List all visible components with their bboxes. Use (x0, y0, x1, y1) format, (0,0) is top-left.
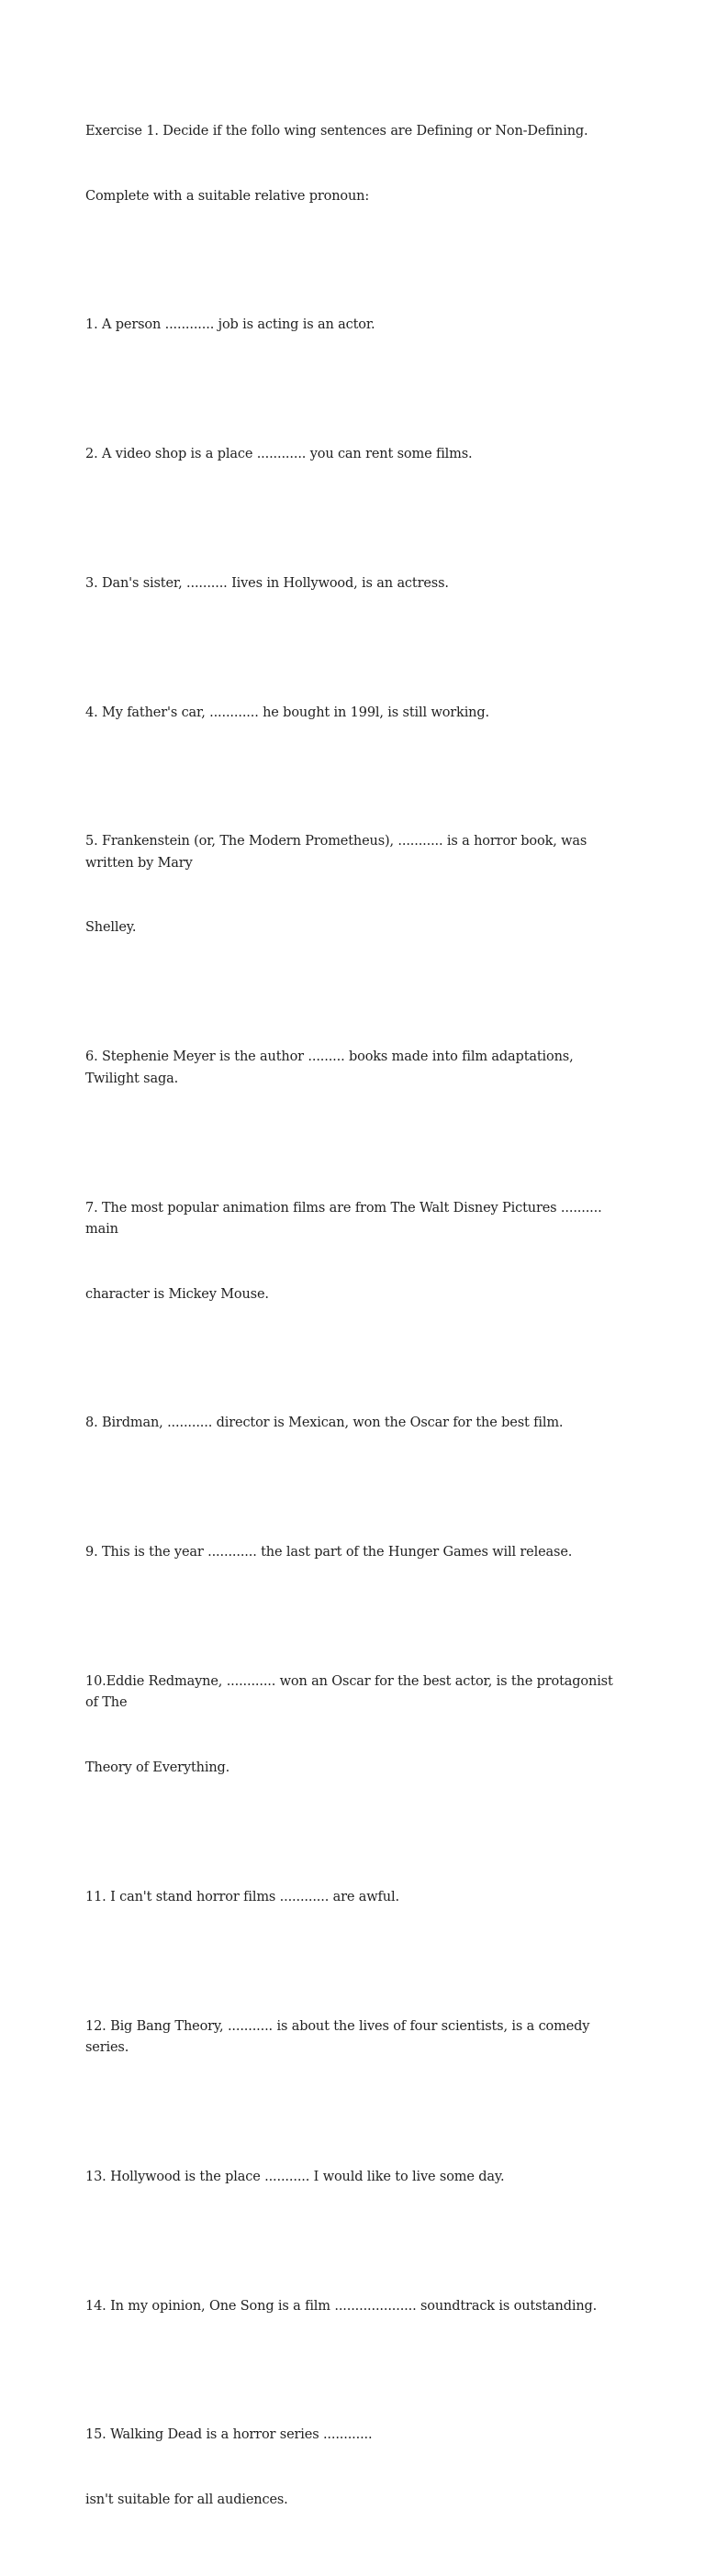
exercise-content (85, 78, 627, 2576)
item-text: 2. A video shop is a place ............ you can rent some films. (85, 447, 473, 462)
item-text: 10.Eddie Redmayne, ............ won an Oscar for the best actor, is the protagonist of The (85, 1673, 618, 1711)
exercise-title: Exercise 1. Decide if the follo wing sentences are Defining or Non-Defining. (85, 124, 588, 139)
exercise-subtitle: Complete with a suitable relative pronoun: (85, 188, 370, 204)
exercise-item-5 (85, 788, 627, 983)
item-text: 15. Walking Dead is a horror series ............ (85, 2427, 373, 2443)
exercise-item-8 (85, 1370, 627, 1478)
item-text-continued: Shelley. (85, 920, 137, 936)
item-text: 8. Birdman, ........... director is Mexican, won the Oscar for the best film. (85, 1416, 564, 1431)
item-text-continued: isn't suitable for all audiences. (85, 2492, 288, 2507)
item-text-continued: Theory of Everything. (85, 1760, 230, 1775)
item-text: 5. Frankenstein (or, The Modern Prometheus), ........... is a horror book, was written by Mary (85, 834, 591, 871)
exercise-item-6 (85, 1004, 627, 1133)
exercise-item-7 (85, 1155, 627, 1349)
exercise-item-2 (85, 401, 627, 509)
item-text: 1. A person ............ job is acting is an actor. (85, 317, 375, 333)
item-text: 6. Stephenie Meyer is the author ......... books made into film adaptations, Twilight saga. (85, 1049, 578, 1086)
item-text: 3. Dan's sister, .......... Iives in Hollywood, is an actress. (85, 575, 449, 591)
exercise-item-13 (85, 2124, 627, 2232)
item-text-continued: character is Mickey Mouse. (85, 1286, 269, 1302)
exercise-item-12 (85, 1973, 627, 2103)
item-text: 14. In my opinion, One Song is a film .................... soundtrack is outstanding. (85, 2298, 598, 2314)
exercise-item-15 (85, 2382, 627, 2554)
exercise-item-10 (85, 1628, 627, 1823)
exercise-instructions (85, 78, 627, 250)
item-text: 12. Big Bang Theory, ........... is about the lives of four scientists, is a comedy series. (85, 2018, 594, 2056)
exercise-item-14 (85, 2253, 627, 2361)
item-text: 7. The most popular animation films are from The Walt Disney Pictures .......... main (85, 1200, 606, 1238)
item-text: 13. Hollywood is the place ........... I would like to live some day. (85, 2169, 505, 2184)
exercise-item-3 (85, 530, 627, 638)
item-text: 9. This is the year ............ the last part of the Hunger Games will release. (85, 1545, 573, 1560)
item-text: 11. I can't stand horror films ............ are awful. (85, 1889, 399, 1904)
exercise-item-1 (85, 272, 627, 380)
exercise-item-9 (85, 1499, 627, 1607)
exercise-item-11 (85, 1844, 627, 1952)
exercise-item-4 (85, 660, 627, 768)
item-text: 4. My father's car, ............ he bought in 199l, is still working. (85, 705, 489, 720)
